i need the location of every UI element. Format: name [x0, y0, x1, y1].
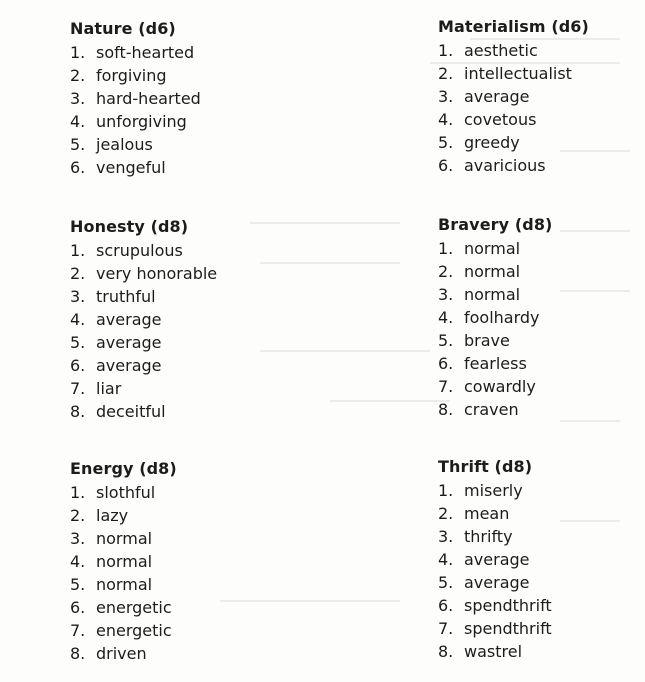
list-item: 4. foolhardy [438, 308, 540, 327]
list-item: 4. normal [70, 552, 153, 571]
item-text: average [96, 333, 162, 352]
item-text: average [96, 310, 162, 329]
item-text: covetous [464, 110, 537, 129]
item-text: cowardly [464, 377, 536, 396]
item-text: energetic [96, 598, 172, 617]
table-list [438, 237, 645, 421]
item-text: avaricious [464, 156, 546, 175]
list-item: 8. wastrel [438, 642, 523, 661]
list-item: 5. jealous [70, 135, 153, 154]
item-text: energetic [96, 621, 172, 640]
table-list [438, 39, 645, 177]
table-title: Bravery (d8) [438, 215, 553, 234]
list-item: 2. lazy [70, 506, 129, 525]
item-text: intellectualist [464, 64, 572, 83]
item-text: thrifty [464, 527, 513, 546]
list-item: 3. normal [70, 529, 153, 548]
item-text: mean [464, 504, 510, 523]
list-item: 2. very honorable [70, 264, 218, 283]
table-bravery [438, 214, 645, 421]
table-list [70, 41, 300, 179]
item-text: foolhardy [464, 308, 540, 327]
list-item: 7. cowardly [438, 377, 536, 396]
item-text: aesthetic [464, 41, 538, 60]
item-text: jealous [96, 135, 153, 154]
table-list [70, 239, 300, 423]
list-item: 5. normal [70, 575, 153, 594]
item-text: very honorable [96, 264, 218, 283]
item-text: wastrel [464, 642, 523, 661]
bleed-through-line [330, 400, 450, 402]
list-item: 8. driven [70, 644, 147, 663]
list-item: 2. normal [438, 262, 521, 281]
list-item: 3. truthful [70, 287, 156, 306]
table-title: Thrift (d8) [438, 457, 533, 476]
list-item: 2. intellectualist [438, 64, 572, 83]
item-text: truthful [96, 287, 156, 306]
list-item: 4. average [438, 550, 530, 569]
item-text: greedy [464, 133, 520, 152]
item-text: driven [96, 644, 147, 663]
list-item: 8. craven [438, 400, 519, 419]
list-item: 6. energetic [70, 598, 172, 617]
item-text: spendthrift [464, 619, 552, 638]
table-energy [70, 458, 300, 665]
list-item: 6. vengeful [70, 158, 166, 177]
list-item: 6. avaricious [438, 156, 546, 175]
list-item: 1. aesthetic [438, 41, 538, 60]
table-title: Energy (d8) [70, 459, 177, 478]
table-list [438, 479, 645, 663]
list-item: 2. mean [438, 504, 510, 523]
item-text: average [464, 550, 530, 569]
list-item: 7. energetic [70, 621, 172, 640]
item-text: normal [96, 575, 153, 594]
list-item: 5. greedy [438, 133, 520, 152]
item-text: deceitful [96, 402, 166, 421]
item-text: brave [464, 331, 510, 350]
item-text: forgiving [96, 66, 167, 85]
list-item: 1. miserly [438, 481, 523, 500]
item-text: craven [464, 400, 519, 419]
list-item: 5. average [70, 333, 162, 352]
list-item: 5. average [438, 573, 530, 592]
item-text: average [464, 573, 530, 592]
item-text: average [464, 87, 530, 106]
list-item: 8. deceitful [70, 402, 166, 421]
table-nature [70, 18, 300, 179]
list-item: 6. average [70, 356, 162, 375]
item-text: normal [96, 552, 153, 571]
table-title: Nature (d6) [70, 19, 176, 38]
list-item: 6. fearless [438, 354, 527, 373]
table-title: Materialism (d6) [438, 17, 589, 36]
table-title: Honesty (d8) [70, 217, 189, 236]
item-text: vengeful [96, 158, 166, 177]
list-item: 4. unforgiving [70, 112, 187, 131]
item-text: spendthrift [464, 596, 552, 615]
list-item: 3. normal [438, 285, 521, 304]
list-item: 3. hard-hearted [70, 89, 201, 108]
item-text: liar [96, 379, 122, 398]
list-item: 7. spendthrift [438, 619, 552, 638]
item-text: normal [464, 285, 521, 304]
item-text: hard-hearted [96, 89, 201, 108]
item-text: average [96, 356, 162, 375]
table-list [70, 481, 300, 665]
list-item: 1. slothful [70, 483, 156, 502]
item-text: normal [464, 239, 521, 258]
item-text: normal [464, 262, 521, 281]
list-item: 5. brave [438, 331, 510, 350]
item-text: unforgiving [96, 112, 187, 131]
table-honesty [70, 216, 300, 423]
item-text: soft-hearted [96, 43, 195, 62]
list-item: 6. spendthrift [438, 596, 552, 615]
item-text: miserly [464, 481, 523, 500]
item-text: normal [96, 529, 153, 548]
list-item: 1. scrupulous [70, 241, 183, 260]
item-text: scrupulous [96, 241, 183, 260]
item-text: slothful [96, 483, 156, 502]
list-item: 1. normal [438, 239, 521, 258]
list-item: 2. forgiving [70, 66, 167, 85]
item-text: fearless [464, 354, 527, 373]
list-item: 3. average [438, 87, 530, 106]
list-item: 4. covetous [438, 110, 537, 129]
item-text: lazy [96, 506, 129, 525]
list-item: 1. soft-hearted [70, 43, 195, 62]
table-thrift [438, 456, 645, 663]
list-item: 7. liar [70, 379, 122, 398]
table-materialism [438, 16, 645, 177]
list-item: 4. average [70, 310, 162, 329]
list-item: 3. thrifty [438, 527, 513, 546]
